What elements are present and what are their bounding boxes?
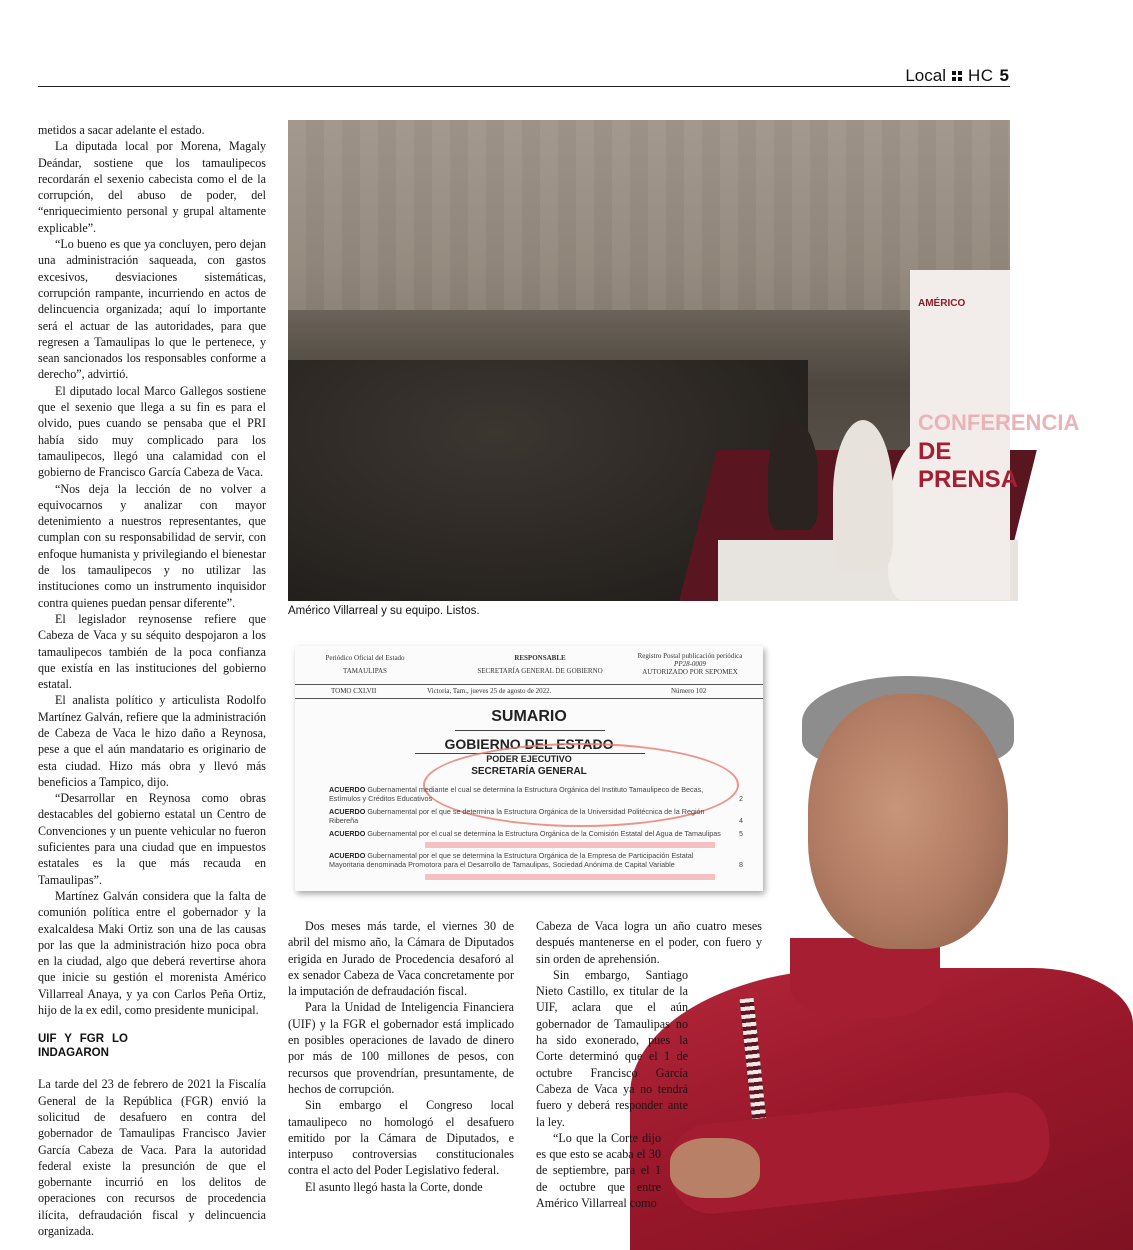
article-column-1 <box>38 122 266 1239</box>
entry-page: 2 <box>739 793 743 803</box>
doc-text: AUTORIZADO POR SEPOMEX <box>642 668 738 676</box>
doc-text: RESPONSABLE <box>514 654 566 662</box>
photo-caption: Américo Villarreal y su equipo. Listos. <box>288 605 480 617</box>
paragraph: metidos a sacar adelante el estado. <box>38 123 205 137</box>
banner-brand: AMÉRICO <box>918 298 966 309</box>
entry-label: ACUERDO <box>329 807 366 816</box>
page-number: 5 <box>999 66 1009 85</box>
paragraph: “Nos deja la lección de no volver a equivocarnos y analizar con mayor detenimiento a nuestros representantes, que cumplan con su responsabilidad de servir, con enfoque humanista y privilegiando el bienestar de los tamaulipecos y no utilizar las instituciones como un instrumento inquisidor contra quienes puedan pensar diferente”. <box>38 481 266 610</box>
banner-line-1: CONFERENCIA <box>918 410 1080 435</box>
article-column-2 <box>288 918 514 1195</box>
paragraph: Sin embargo el Congreso local tamaulipeco no homologó el desafuero emitido por la Cámara de Diputados, e interpuso controversias constitucionales contra el acto del Poder Legislativo federal. <box>288 1098 514 1178</box>
paragraph: Sin embargo, Santiago Nieto Castillo, ex titular de la UIF, aclara que el aún gobernador de Tamaulipas no ha sido exonerado, pues la Corte determinó que el 1 de octubre Francisco García Cabeza de Vaca ya no tendrá fuero y deberá responder ante la ley. <box>536 967 688 1129</box>
entry-page: 4 <box>739 815 743 825</box>
doc-text: Periódico Oficial del Estado <box>325 654 405 662</box>
paragraph: “Lo bueno es que ya concluyen, pero dejan una administración saqueada, con gastos excesivos, desviaciones sistemáticas, corrupción rampante, incurriendo en actos de delincuencia organizada; aquí lo importante será el actuar de las autoridades, para que regresen a Tamaulipas lo que le pertenece, y sean sancionados los responsables conforme a derecho”, advirtió. <box>38 237 266 382</box>
entry-page: 5 <box>739 829 743 838</box>
paragraph: Cabeza de Vaca logra un año cuatro meses después mantenerse en el poder, con fuero y sin orden de aprehensión. <box>536 919 762 966</box>
doc-tomo: TOMO CXLVII <box>331 687 377 695</box>
photo-person <box>833 420 893 570</box>
doc-office: SECRETARÍA GENERAL <box>471 766 587 777</box>
paragraph: El asunto llegó hasta la Corte, donde <box>305 1179 483 1194</box>
paragraph: El analista político y articulista Rodolfo Martínez Galván, refiere que la administración de Cabeza de Vaca le hizo daño a Reynosa, pese a que el aún mandatario es originario de esta ciudad. Hizo más obra y llevó más beneficios a Tampico, dijo. <box>38 693 266 789</box>
doc-text: TAMAULIPAS <box>343 667 387 675</box>
paragraph: Para la Unidad de Inteligencia Financiera (UIF) y la FGR el gobernador está implicado en posibles operaciones de lavado de dinero por más de 100 millones de pesos, con recursos que provendrían, presuntamente, de hechos de corrupción. <box>288 1000 514 1096</box>
paragraph: “Desarrollar en Reynosa como obras destacables del gobierno estatal un Centro de Convenciones y un puente vehicular no fueron suficientes para una ciudad que en impuestos estatales es la que más recauda en Tamaulipas”. <box>38 791 266 887</box>
banner-line-2: DE PRENSA <box>918 438 1019 493</box>
entry-text: Gubernamental por el cual se determina la Estructura Orgánica de la Comisión Estatal del Agua de Tamaulipas <box>367 829 721 838</box>
entry-label: ACUERDO <box>329 829 366 838</box>
entry-text: Gubernamental por el que se determina la Estructura Orgánica de la Universidad Politécnica de la Región Ribereña <box>329 807 705 825</box>
doc-text: SECRETARÍA GENERAL DE GOBIERNO <box>477 667 603 675</box>
doc-text: PP28-0009 <box>674 660 706 668</box>
entry-text: Gubernamental mediante el cual se determina la Estructura Orgánica del Instituto Tamaulipeco de Becas, Estímulos y Créditos Educativos <box>329 785 704 803</box>
header-rule <box>38 86 1010 87</box>
photo-wall <box>288 120 1010 310</box>
paragraph: Dos meses más tarde, el viernes 30 de abril del mismo año, la Cámara de Diputados erigida en Jurado de Procedencia desaforó al ex senador Cabeza de Vaca concretamente por la imputación de defraudación fiscal. <box>288 919 514 999</box>
doc-date: Victoria, Tam., jueves 25 de agosto de 2022. <box>427 687 552 695</box>
paragraph: El diputado local Marco Gallegos sostiene que el sexenio que llega a su fin es para el olvido, pues cuando se pensaba que el PRI había sido muy complicado para los tamaulipecos, llegó una calamidad con el gobierno de Francisco García Cabeza de Vaca. <box>38 383 266 480</box>
page-folio <box>905 66 1009 86</box>
doc-branch: PODER EJECUTIVO <box>486 754 572 764</box>
press-conference-photo <box>288 120 1080 601</box>
portrait-face <box>808 694 1008 949</box>
publication-name: HC <box>967 66 994 85</box>
doc-subtitle: GOBIERNO DEL ESTADO <box>444 736 614 752</box>
paragraph: El legislador reynosense refiere que Cabeza de Vaca y su séquito despojaron a los tamaulipecos también de la poca confianza que existía en las instituciones del gobierno estatal. <box>38 611 266 692</box>
doc-header-left <box>315 654 415 675</box>
doc-text: Registro Postal publicación periódica <box>637 652 743 660</box>
article-column-3 <box>536 918 762 1211</box>
entry-text: Gubernamental por el que se determina la Estructura Orgánica de la Empresa de Participación Estatal Mayoritaria denominada Promotora para el Desarrollo de Tamaulipas, Sociedad Anónima de Capital Variable <box>329 851 694 869</box>
paragraph: La diputada local por Morena, Magaly Deándar, sostiene que los tamaulipecos recordarán el sexenio cabecista como el de la corrupción, del abuso de poder, del “enriquecimiento personal y grupal altamente explicable”. <box>38 139 266 235</box>
paragraph: La tarde del 23 de febrero de 2021 la Fiscalía General de la República (FGR) envió la solicitud de desafuero en contra del gobernador de Tamaulipas Francisco Javier García Cabeza de Vaca. Para la autoridad federal existe la presunción de que el gobernante incurrió en los delitos de operaciones con recursos de procedencia ilícita, defraudación fiscal y delincuencia organizada. <box>38 1077 266 1238</box>
entry-label: ACUERDO <box>329 851 366 860</box>
doc-title: SUMARIO <box>491 708 567 725</box>
photo-banner <box>910 270 1080 600</box>
entry-label: ACUERDO <box>329 785 366 794</box>
doc-number: Número 102 <box>671 687 707 695</box>
doc-header-center <box>455 654 625 675</box>
doc-rule <box>455 730 605 731</box>
grid-icon <box>952 71 962 81</box>
paragraph: “Lo que la Corte dijo es que esto se acaba el 30 de septiembre, para el 1 de octubre que entre Américo Villarreal como <box>536 1130 661 1211</box>
entry-page: 8 <box>739 859 743 869</box>
photo-person <box>768 420 818 530</box>
portrait-collar <box>790 938 940 1018</box>
paragraph: Martínez Galván considera que la falta de comunión política entre el gobernador y la exalcaldesa Maki Ortiz son una de las causas por las que la administración hizo poca obra en la ciudad, algo que deberá revertirse ahora que inicie su gestión el morenista Américo Villarreal Anaya, y ya con Carlos Peña Ortiz, hijo de la ex edil, como presidente municipal. <box>38 888 266 1018</box>
subheading: UIF Y FGR LO INDAGARON <box>38 1033 128 1060</box>
section-name: Local <box>905 66 946 85</box>
